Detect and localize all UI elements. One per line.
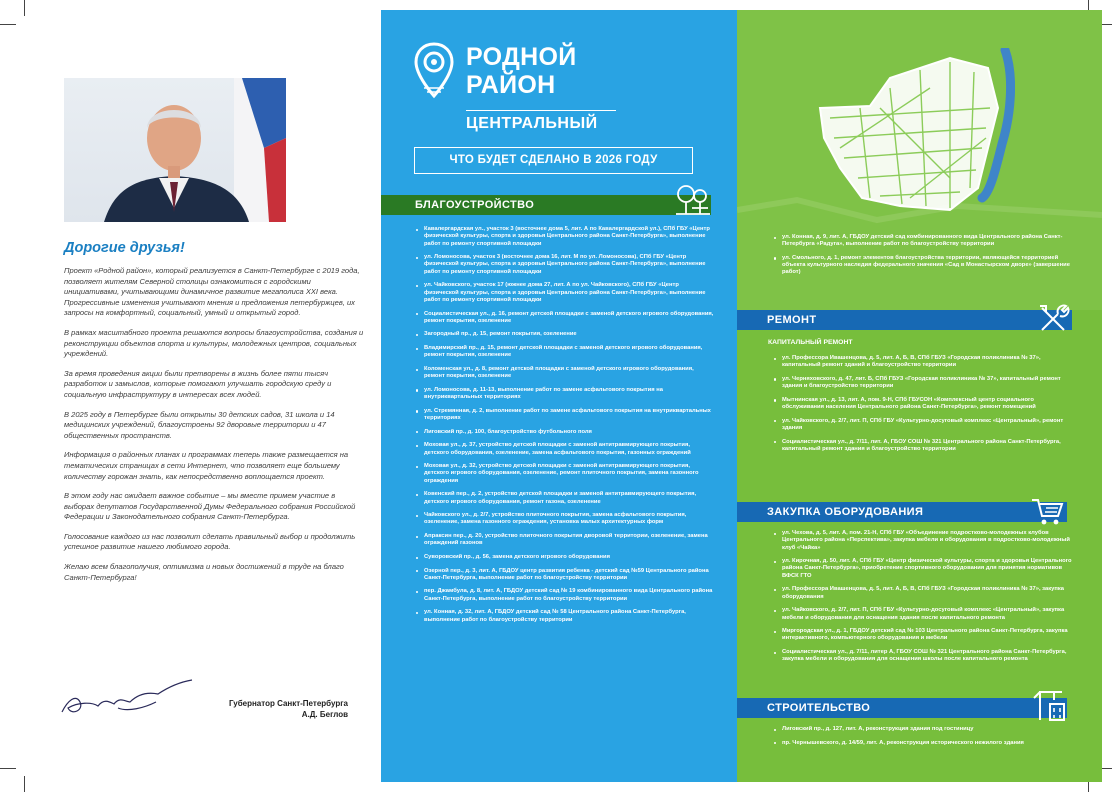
list-item: ул. Черняховского, д. 47, лит. Б, СПб ГБУЗ «Городская поликлиника № 37», капитальный ремонт здания и благоустройство территории <box>772 376 1072 391</box>
year-banner: ЧТО БУДЕТ СДЕЛАНО В 2026 ГОДУ <box>414 147 693 174</box>
tree-bench-icon <box>672 184 714 216</box>
list-item: Коломенская ул., д. 8, ремонт детской площадки с заменой детского игрового оборудования, ремонт покрытия, озеленение <box>414 366 714 381</box>
greeting: Дорогие друзья! <box>64 240 185 256</box>
letter-paragraph: Проект «Родной район», который реализуется в Санкт-Петербурге с 2019 года, позволяет жителям Северной столицы ознакомиться с городскими инициативами, учитывающими динамичное развитие мегаполиса XXI века. Прогрессивные изменения учитывают мнения и предложения петербуржцев, их запросы на комфортный, социальный, умный и открытый город. <box>64 266 360 318</box>
list-item: ул. Кирочная, д. 50, лит. А, СПб ГБУ «Центр физической культуры, спорта и здоровья Центрального района Санкт-Петербурга», приобретение спортивного оборудования для принятия нормативов ВФСК ГТО <box>772 558 1072 580</box>
list-item: Озерной пер., д. 3, лит. А, ГБДОУ центр развития ребенка - детский сад №59 Центрального района Санкт-Петербурга, выполнение работ по благоустройству территории <box>414 568 714 583</box>
brand-line: РОДНОЙ <box>466 43 577 71</box>
list-item: пр. Чернышевского, д. 14/59, лит. А, реконструкция исторического нежилого здания <box>772 740 1072 747</box>
list-item: Ковенский пер., д. 2, устройство детской площадки и заменой антитравмирующего покрытия, детского игрового оборудования, ремонт газона, озеленение <box>414 491 714 506</box>
letter-paragraph: Желаю всем благополучия, оптимизма и новых достижений в труде на благо Санкт-Петербурга! <box>64 562 344 582</box>
list-remont <box>772 355 1072 459</box>
section-header-stroitelstvo: СТРОИТЕЛЬСТВО <box>737 698 1067 718</box>
crop-mark <box>24 776 25 792</box>
list-item: Социалистическая ул., д. 7/11, лит. А, ГБОУ СОШ № 321 Центрального района Санкт-Петербурга, капитальный ремонт здания и благоустройство территории <box>772 439 1072 454</box>
list-item: Лиговский пр., д. 127, лит. А, реконструкция здания под гостиницу <box>772 726 1072 733</box>
letter-text <box>64 266 364 592</box>
list-item: ул. Конная, д. 9, лит. А, ГБДОУ детский сад комбинированного вида Центрального района Санкт-Петербурга «Радуга», выполнение работ по благоустройству территории <box>772 234 1072 249</box>
list-blagoustroystvo <box>414 226 714 630</box>
list-item: Апраксин пер., д. 20, устройство плиточного покрытия дворовой территории, озеленение, замена ограждений газонов <box>414 533 714 548</box>
list-item: Миргородская ул., д. 1, ГБДОУ детский сад № 103 Центрального района Санкт-Петербурга, закупка интерактивного, компьютерного оборудования и мебели <box>772 628 1072 643</box>
crane-building-icon <box>1032 688 1070 722</box>
list-item: Моховая ул., д. 37, устройство детской площадки с заменой антитравмирующего покрытия, детского оборудования, озеленение, замена асфальтового покрытия, газонных ограждений <box>414 442 714 457</box>
list-item: ул. Чайковского, участок 17 (южнее дома 27, лит. А по ул. Чайковского), СПб ГБУ «Центр физической культуры, спорта и здоровья Центрального района Санкт-Петербурга», выполнение работ по ремонту спортивной площадки <box>414 282 714 304</box>
list-item: ул. Смольного, д. 1, ремонт элементов благоустройства территории, являющейся территорией объекта культурного наследия федерального значения «Сад в Монастырском дворе» (завершение работ) <box>772 255 1072 277</box>
list-item: ул. Конная, д. 32, лит. А, ГБДОУ детский сад № 58 Центрального района Санкт-Петербурга, выполнение работ по благоустройству территории <box>414 609 714 624</box>
signature-mark <box>58 672 198 722</box>
letter-paragraph: Голосование каждого из нас позволит сделать правильный выбор и продолжить успешное развитие нашего любимого города. <box>64 531 356 552</box>
governor-portrait <box>64 78 286 222</box>
district-name: ЦЕНТРАЛЬНЫЙ <box>466 110 616 133</box>
list-item: Социалистическая ул., д. 7/11, литер А, ГБОУ СОШ № 321 Центрального района Санкт-Петербурга, закупка мебели и оборудования для оснащения школы после капитального ремонта <box>772 649 1072 664</box>
section-header-blagoustroystvo: БЛАГОУСТРОЙСТВО <box>381 195 711 215</box>
list-item: Кавалергардская ул., участок 3 (восточнее дома 5, лит. А по Кавалергардской ул.), СПб ГБУ «Центр физической культуры, спорта и здоровья Центрального района Санкт-Петербурга», выполнение работ по ремонту спортивной площадки <box>414 226 714 248</box>
signer-block <box>206 698 348 720</box>
list-item: ул. Профессора Ивашенцова, д. 5, лит. А, Б, В, СПб ГБУЗ «Городская поликлиника № 37», капитальный ремонт зданий и благоустройство территории <box>772 355 1072 370</box>
list-item: Суворовский пр., д. 56, замена детского игрового оборудования <box>414 554 714 561</box>
section-header-zakupka: ЗАКУПКА ОБОРУДОВАНИЯ <box>737 502 1067 522</box>
list-item: ул. Профессора Ивашенцова, д. 5, лит. А, Б, В, СПб ГБУЗ «Городская поликлиника № 37», закупка оборудования <box>772 586 1072 601</box>
list-item: Лиговский пр., д. 100, благоустройство футбольного поля <box>414 429 714 436</box>
signer-name: А.Д. Беглов <box>301 710 348 719</box>
section-header-remont: РЕМОНТ <box>737 310 1072 330</box>
list-item: ул. Ломоносова, д. 11-13, выполнение работ по замене асфальтового покрытия на внутриквартальных территориях <box>414 387 714 402</box>
letter-paragraph: Информация о районных планах и программах теперь также размещается на тематических страницах в сети Интернет, что позволяет еще большему количеству горожан знать, как непосредственно воплощается проект. <box>64 450 349 481</box>
letter-paragraph: В этом году нас ожидает важное событие – мы вместе примем участие в выборах депутатов Государственной Думы Федерального собрания Российской Федерации и Законодательного собрания Санкт-Петербурга. <box>64 491 356 522</box>
tools-icon <box>1036 302 1070 336</box>
brand-line: РАЙОН <box>466 71 556 99</box>
signer-title: Губернатор Санкт-Петербурга <box>229 699 348 708</box>
list-stroitelstvo <box>772 726 1072 753</box>
brand-title <box>466 43 577 99</box>
list-item: Загородный пр., д. 15, ремонт покрытия, озеленение <box>414 331 714 338</box>
letter-paragraph: За время проведения акции были претворены в жизнь более пяти тысяч разработок и замыслов, которые помогают улучшать городскую среду и социальную инфраструктуру в интересах всех людей. <box>64 368 332 399</box>
list-blagoustroystvo-cont <box>772 234 1072 283</box>
list-item: Владимирский пр., д. 15, ремонт детской площадки с заменой детского игрового оборудования, ремонт покрытия, озеленение <box>414 345 714 360</box>
list-item: ул. Ломоносова, участок 3 (восточнее дома 16, лит. М по ул. Ломоносова), СПб ГБУ «Центр физической культуры, спорта и здоровья Центрального района Санкт-Петербурга», выполнение работ по ремонту спортивной площадки <box>414 254 714 276</box>
letter-paragraph: В 2025 году в Петербурге были открыты 30 детских садов, 31 школа и 14 медицинских учреждений, благоустроены 92 дворовые территории и 47 общественных пространств. <box>64 409 335 440</box>
location-pin-logo-icon <box>414 42 454 100</box>
cart-icon <box>1030 496 1064 526</box>
list-item: Чайковского ул., д. 2/7, устройство плиточного покрытия, замена асфальтового покрытия, озеленение, замена газонного ограждения, установка малых архитектурных форм <box>414 512 714 527</box>
list-item: ул. Чайковского, д. 2/7, лит. П, СПб ГБУ «Культурно-досуговый комплекс «Центральный», ремонт здания <box>772 418 1072 433</box>
district-map-icon <box>810 48 1015 228</box>
list-item: ул. Стремянная, д. 2, выполнение работ по замене асфальтового покрытия на внутриквартальных территориях <box>414 408 714 423</box>
list-zakupka <box>772 530 1072 670</box>
letter-paragraph: В рамках масштабного проекта решаются вопросы благоустройства, создания и реконструкции объектов спорта и культуры, молодежных центров, социальных учреждений. <box>64 327 364 359</box>
list-item: пер. Джамбула, д. 8, лит. А, ГБДОУ детский сад № 19 комбинированного вида Центрального района Санкт-Петербурга, выполнение работ по благоустройству территории <box>414 588 714 603</box>
crop-mark <box>0 768 16 769</box>
list-item: Социалистическая ул., д. 16, ремонт детской площадки с заменой детского игрового оборудования, ремонт покрытия, озеленение <box>414 311 714 326</box>
list-item: ул. Чайковского, д. 2/7, лит. П, СПб ГБУ «Культурно-досуговый комплекс «Центральный», закупка мебели и оборудования для оснащения здания после капитального ремонта <box>772 607 1072 622</box>
crop-mark <box>0 24 16 25</box>
remont-subtitle: КАПИТАЛЬНЫЙ РЕМОНТ <box>768 339 853 346</box>
list-item: ул. Чехова, д. 5, лит. А, пом. 21-Н, СПб ГБУ «Объединение подростково-молодежных клубов Центрального района «Перспектива», закупка мебели и оборудования в подростково-молодежный клуб «Чайка» <box>772 530 1072 552</box>
list-item: Мытнинская ул., д. 13, лит. А, пом. 9-Н, СПб ГБУСОН «Комплексный центр социального обслуживания населения Центрального района Санкт-Петербурга», ремонт помещений <box>772 397 1072 412</box>
crop-mark <box>24 0 25 16</box>
list-item: Моховая ул., д. 32, устройство детской площадки с заменой антитравмирующего покрытия, детского игрового оборудования, озеленение, ремонт плиточного покрытия, замена газонного ограждения <box>414 463 714 485</box>
